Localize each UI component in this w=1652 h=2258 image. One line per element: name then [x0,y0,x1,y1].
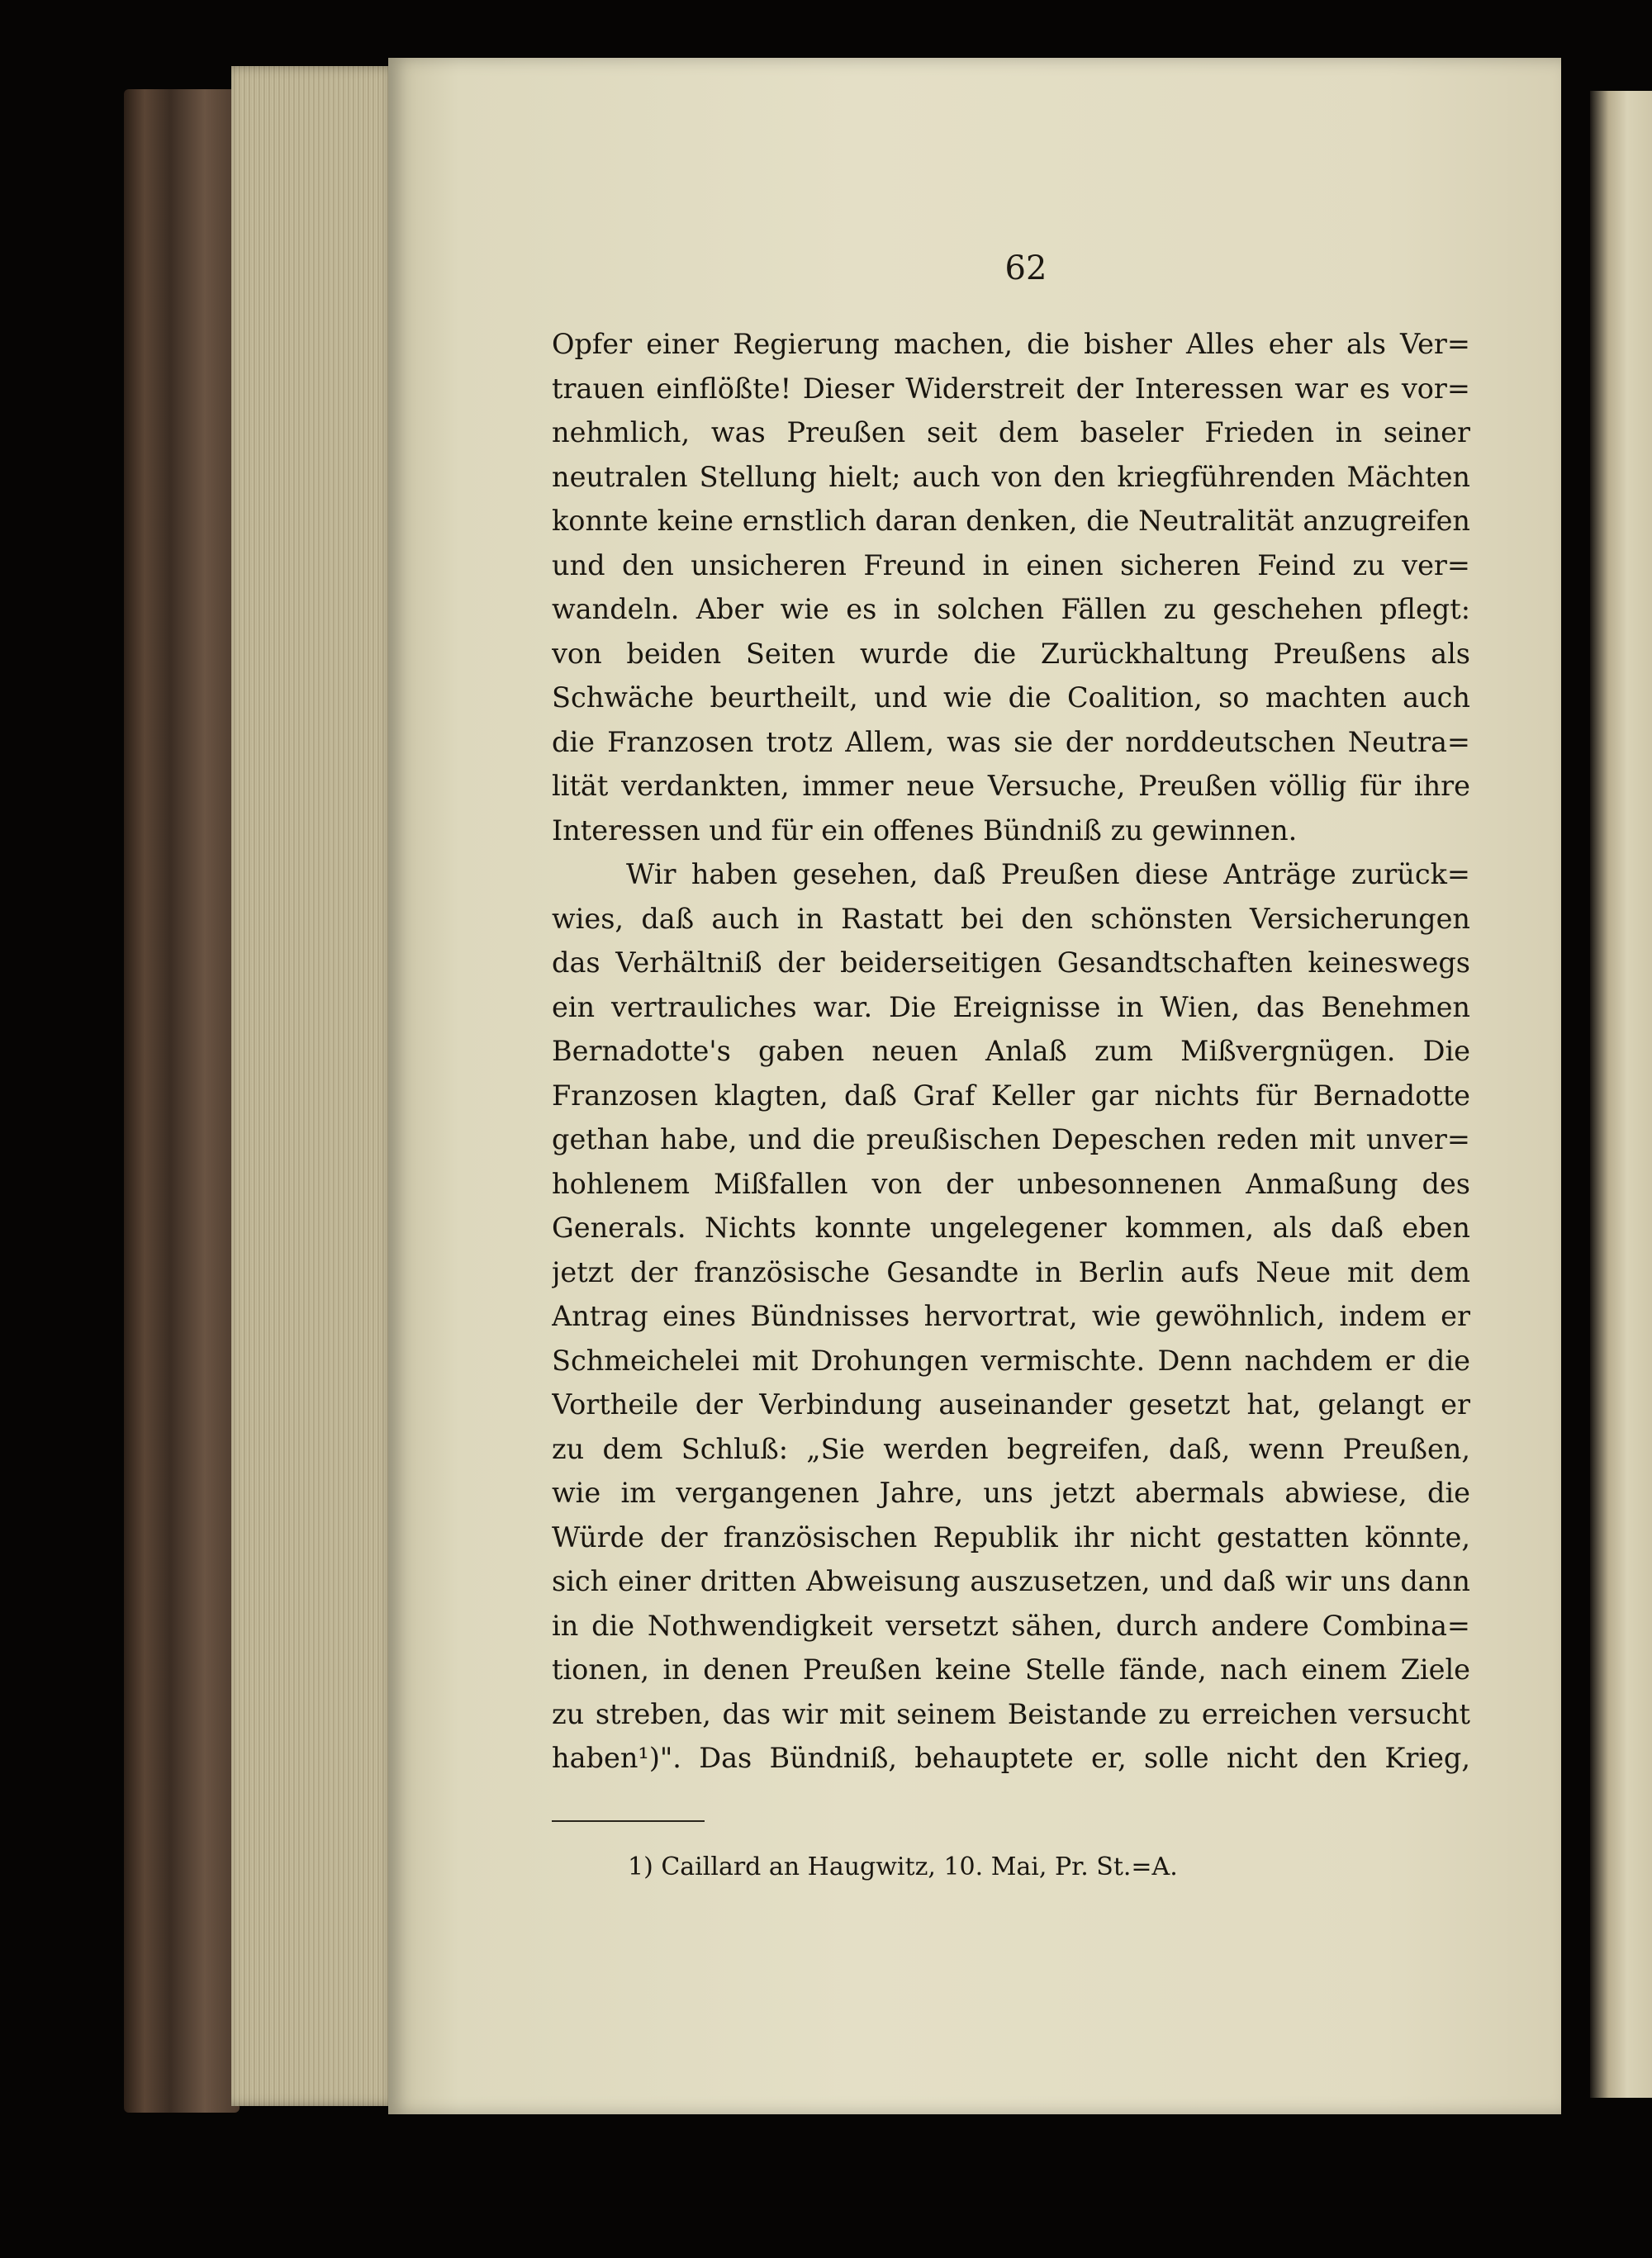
text-line: Bernadotte's gaben neuen Anlaß zum Mißvergnügen. Die [552,1035,1470,1067]
book-cover-edge [124,89,240,2113]
text-line: trauen einflößte! Dieser Widerstreit der Interessen war es vor= [552,372,1470,405]
text-line: und den unsicheren Freund in einen sicheren Feind zu ver= [552,548,1470,581]
text-line: Opfer einer Regierung machen, die bisher Alles eher als Ver= [552,328,1470,360]
text-line: lität verdankten, immer neue Versuche, Preußen völlig für ihre [552,770,1470,802]
text-line: jetzt der französische Gesandte in Berlin aufs Neue mit dem [552,1255,1470,1288]
text-line: von beiden Seiten wurde die Zurückhaltung Preußens als [552,637,1470,670]
text-line: Schwäche beurtheilt, und wie die Coalition, so machten auch [552,681,1470,714]
text-line: Interessen und für ein offenes Bündniß zu gewinnen. [552,814,1298,847]
text-line: ein vertrauliches war. Die Ereignisse in Wien, das Benehmen [552,990,1470,1023]
text-line: wie im vergangenen Jahre, uns jetzt abermals abwiese, die [552,1477,1470,1509]
text-line: wandeln. Aber wie es in solchen Fällen zu geschehen pflegt: [552,593,1470,625]
text-line: in die Nothwendigkeit versetzt sähen, durch andere Combina= [552,1609,1470,1642]
text-line: Franzosen klagten, daß Graf Keller gar nichts für Bernadotte [552,1079,1470,1112]
page-stack-edge [231,66,396,2106]
text-line: gethan habe, und die preußischen Depeschen reden mit unver= [552,1123,1470,1155]
footnote-divider [552,1820,705,1822]
text-line: wies, daß auch in Rastatt bei den schönsten Versicherungen [552,902,1470,935]
text-line: zu dem Schluß: „Sie werden begreifen, daß, wenn Preußen, [552,1432,1470,1465]
text-line: neutralen Stellung hielt; auch von den kriegführenden Mächten [552,460,1470,493]
text-line: Antrag eines Bündnisses hervortrat, wie gewöhnlich, indem er [552,1300,1470,1332]
text-line: sich einer dritten Abweisung auszusetzen, und daß wir uns dann [552,1565,1470,1597]
text-line: Wir haben gesehen, daß Preußen diese Anträge zurück= [626,858,1470,890]
text-line: die Franzosen trotz Allem, was sie der norddeutschen Neutra= [552,725,1470,758]
text-line: Generals. Nichts konnte ungelegener kommen, als daß eben [552,1212,1470,1244]
text-line: Vortheile der Verbindung auseinander gesetzt hat, gelangt er [552,1388,1470,1421]
page-number: 62 [1004,249,1047,287]
text-line: hohlenem Mißfallen von der unbesonnenen Anmaßung des [552,1167,1470,1200]
text-line: Würde der französischen Republik ihr nicht gestatten könnte, [552,1520,1470,1554]
text-line: haben¹)". Das Bündniß, behauptete er, solle nicht den Krieg, [552,1742,1470,1774]
body-text [552,322,1470,1781]
text-line: zu streben, das wir mit seinem Beistande zu erreichen versucht [552,1697,1470,1730]
text-line: Schmeichelei mit Drohungen vermischte. Denn nachdem er die [552,1344,1470,1377]
text-line: tionen, in denen Preußen keine Stelle fände, nach einem Ziele [552,1653,1470,1686]
text-line: nehmlich, was Preußen seit dem baseler Frieden in seiner [552,416,1470,448]
text-line: konnte keine ernstlich daran denken, die Neutralität anzugreifen [552,505,1470,537]
text-line: das Verhältniß der beiderseitigen Gesandtschaften keineswegs [552,946,1470,979]
footnote: 1) Caillard an Haugwitz, 10. Mai, Pr. St.=A. [628,1852,1178,1881]
next-page-edge [1590,91,1652,2098]
